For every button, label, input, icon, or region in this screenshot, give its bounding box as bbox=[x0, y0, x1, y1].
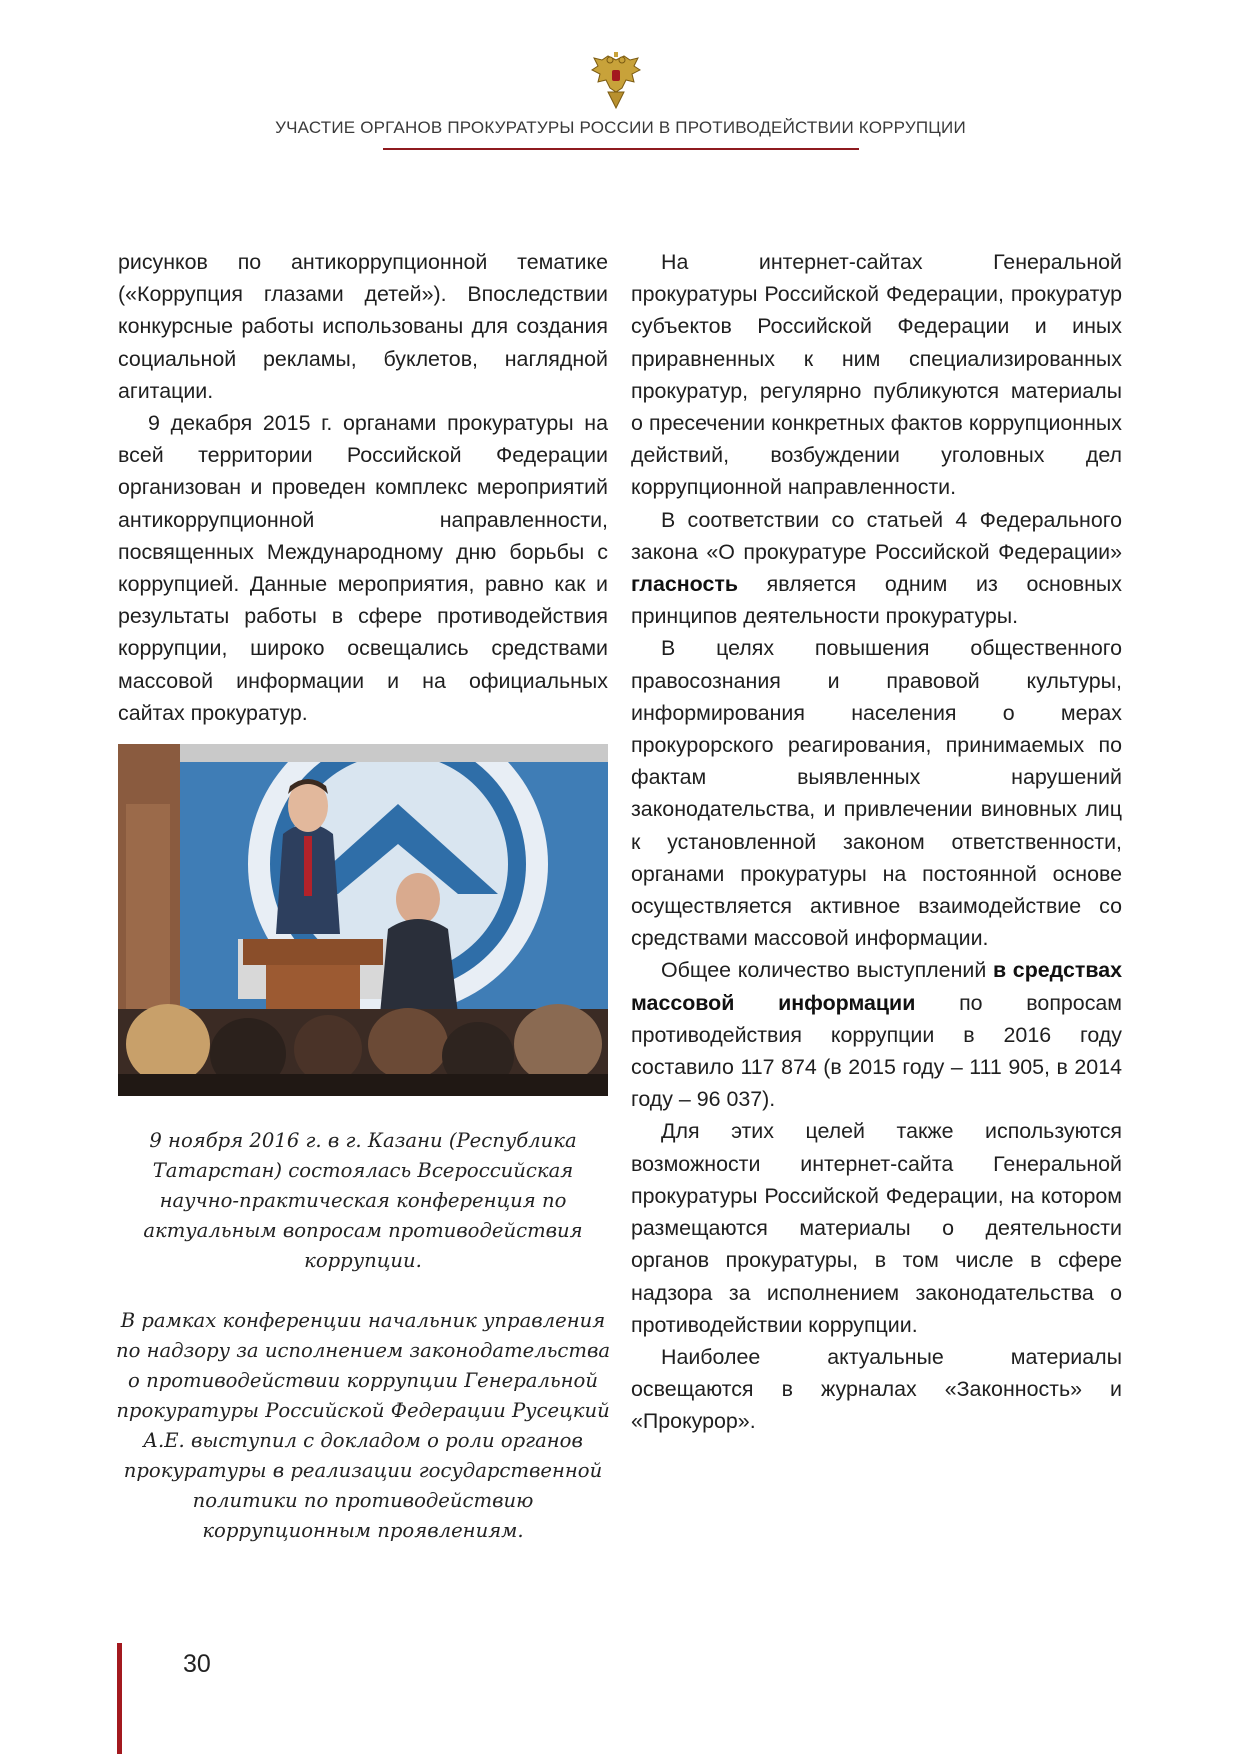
left-paragraph-2: 9 декабря 2015 г. органами прокуратуры на всей территории Российской Федерации организован и проведен комплекс мероприятий антикоррупционной направленности, посвященных Международному дню борьбы с коррупцией. Данные мероприятия, равно как и результаты работы в сфере противодействия коррупции, широко освещались средствами массовой информации и на официальных сайтах прокуратур. bbox=[118, 411, 608, 725]
conference-photo-illustration bbox=[118, 744, 608, 1096]
right-paragraph-4-end: по вопросам противодействия коррупции в 2016 году составило 117 874 (в 2015 году – 111 905, в 2014 году – 96 037). bbox=[631, 990, 1122, 1112]
right-paragraph-6: Наиболее актуальные материалы освещаются в журналах «Законность» и «Прокурор». bbox=[631, 1344, 1122, 1434]
left-paragraph-1: рисунков по антикоррупционной тематике («Коррупция глазами детей»). Впоследствии конкурсные работы использованы для создания социальной рекламы, буклетов, наглядной агитации. bbox=[118, 250, 608, 403]
media-term: в средствах массовой информации bbox=[631, 958, 1122, 1015]
glasnost-term: гласность bbox=[631, 572, 738, 597]
photo-caption bbox=[110, 1126, 616, 1546]
right-paragraph-5: Для этих целей также используются возможности интернет-сайта Генеральной прокуратуры Российской Федерации, на котором размещаются материалы о деятельности органов прокуратуры, в том числе в сфере надзора за исполнением законодательства о противодействии коррупции. bbox=[631, 1119, 1122, 1337]
right-paragraph-4 bbox=[631, 954, 1122, 1115]
left-column bbox=[118, 246, 608, 729]
right-paragraph-2-start: В соответствии со статьей 4 Федерального закона «О прокуратуре Российской Федерации» bbox=[631, 507, 1122, 564]
conference-photo bbox=[118, 744, 608, 1096]
right-paragraph-3: В целях повышения общественного правосознания и правовой культуры, информирования населения о мерах прокурорского реагирования, принимаемых по фактам выявленных нарушений законодательства, и привлечении виновных лиц к установленной законом ответственности, органами прокуратуры на постоянной основе осуществляется активное взаимодействие со средствами массовой информации. bbox=[631, 636, 1122, 951]
right-paragraph-2 bbox=[631, 504, 1122, 633]
caption-paragraph-1: 9 ноября 2016 г. в г. Казани (Республика Татарстан) состоялась Всероссийская научно-практическая конференция по актуальным вопросам противодействия коррупции. bbox=[143, 1129, 583, 1272]
right-paragraph-4-start: Общее количество выступлений bbox=[661, 958, 993, 983]
running-header-title: УЧАСТИЕ ОРГАНОВ ПРОКУРАТУРЫ РОССИИ В ПРОТИВОДЕЙСТВИИ КОРРУПЦИИ bbox=[275, 118, 966, 137]
right-paragraph-1: На интернет-сайтах Генеральной прокуратуры Российской Федерации, прокуратур субъектов Российской Федерации и иных приравненных к ним специализированных прокуратур, регулярно публикуются материалы о пресечении конкретных фактов коррупционных действий, возбуждении уголовных дел коррупционной направленности. bbox=[631, 250, 1122, 500]
caption-paragraph-2: В рамках конференции начальник управления по надзору за исполнением законодательства о противодействии коррупции Генеральной прокуратуры Российской Федерации Русецкий А.Е. выступил с докладом о роли органов прокуратуры в реализации государственной политики по противодействию коррупционным проявлениям. bbox=[115, 1309, 611, 1542]
right-column bbox=[631, 246, 1122, 1438]
right-paragraph-2-end: является одним из основных принципов деятельности прокуратуры. bbox=[631, 572, 1122, 629]
double-headed-eagle-emblem-icon bbox=[590, 52, 642, 110]
footer-accent-bar bbox=[117, 1643, 122, 1754]
page-number: 30 bbox=[183, 1650, 211, 1678]
header-divider bbox=[383, 148, 859, 150]
